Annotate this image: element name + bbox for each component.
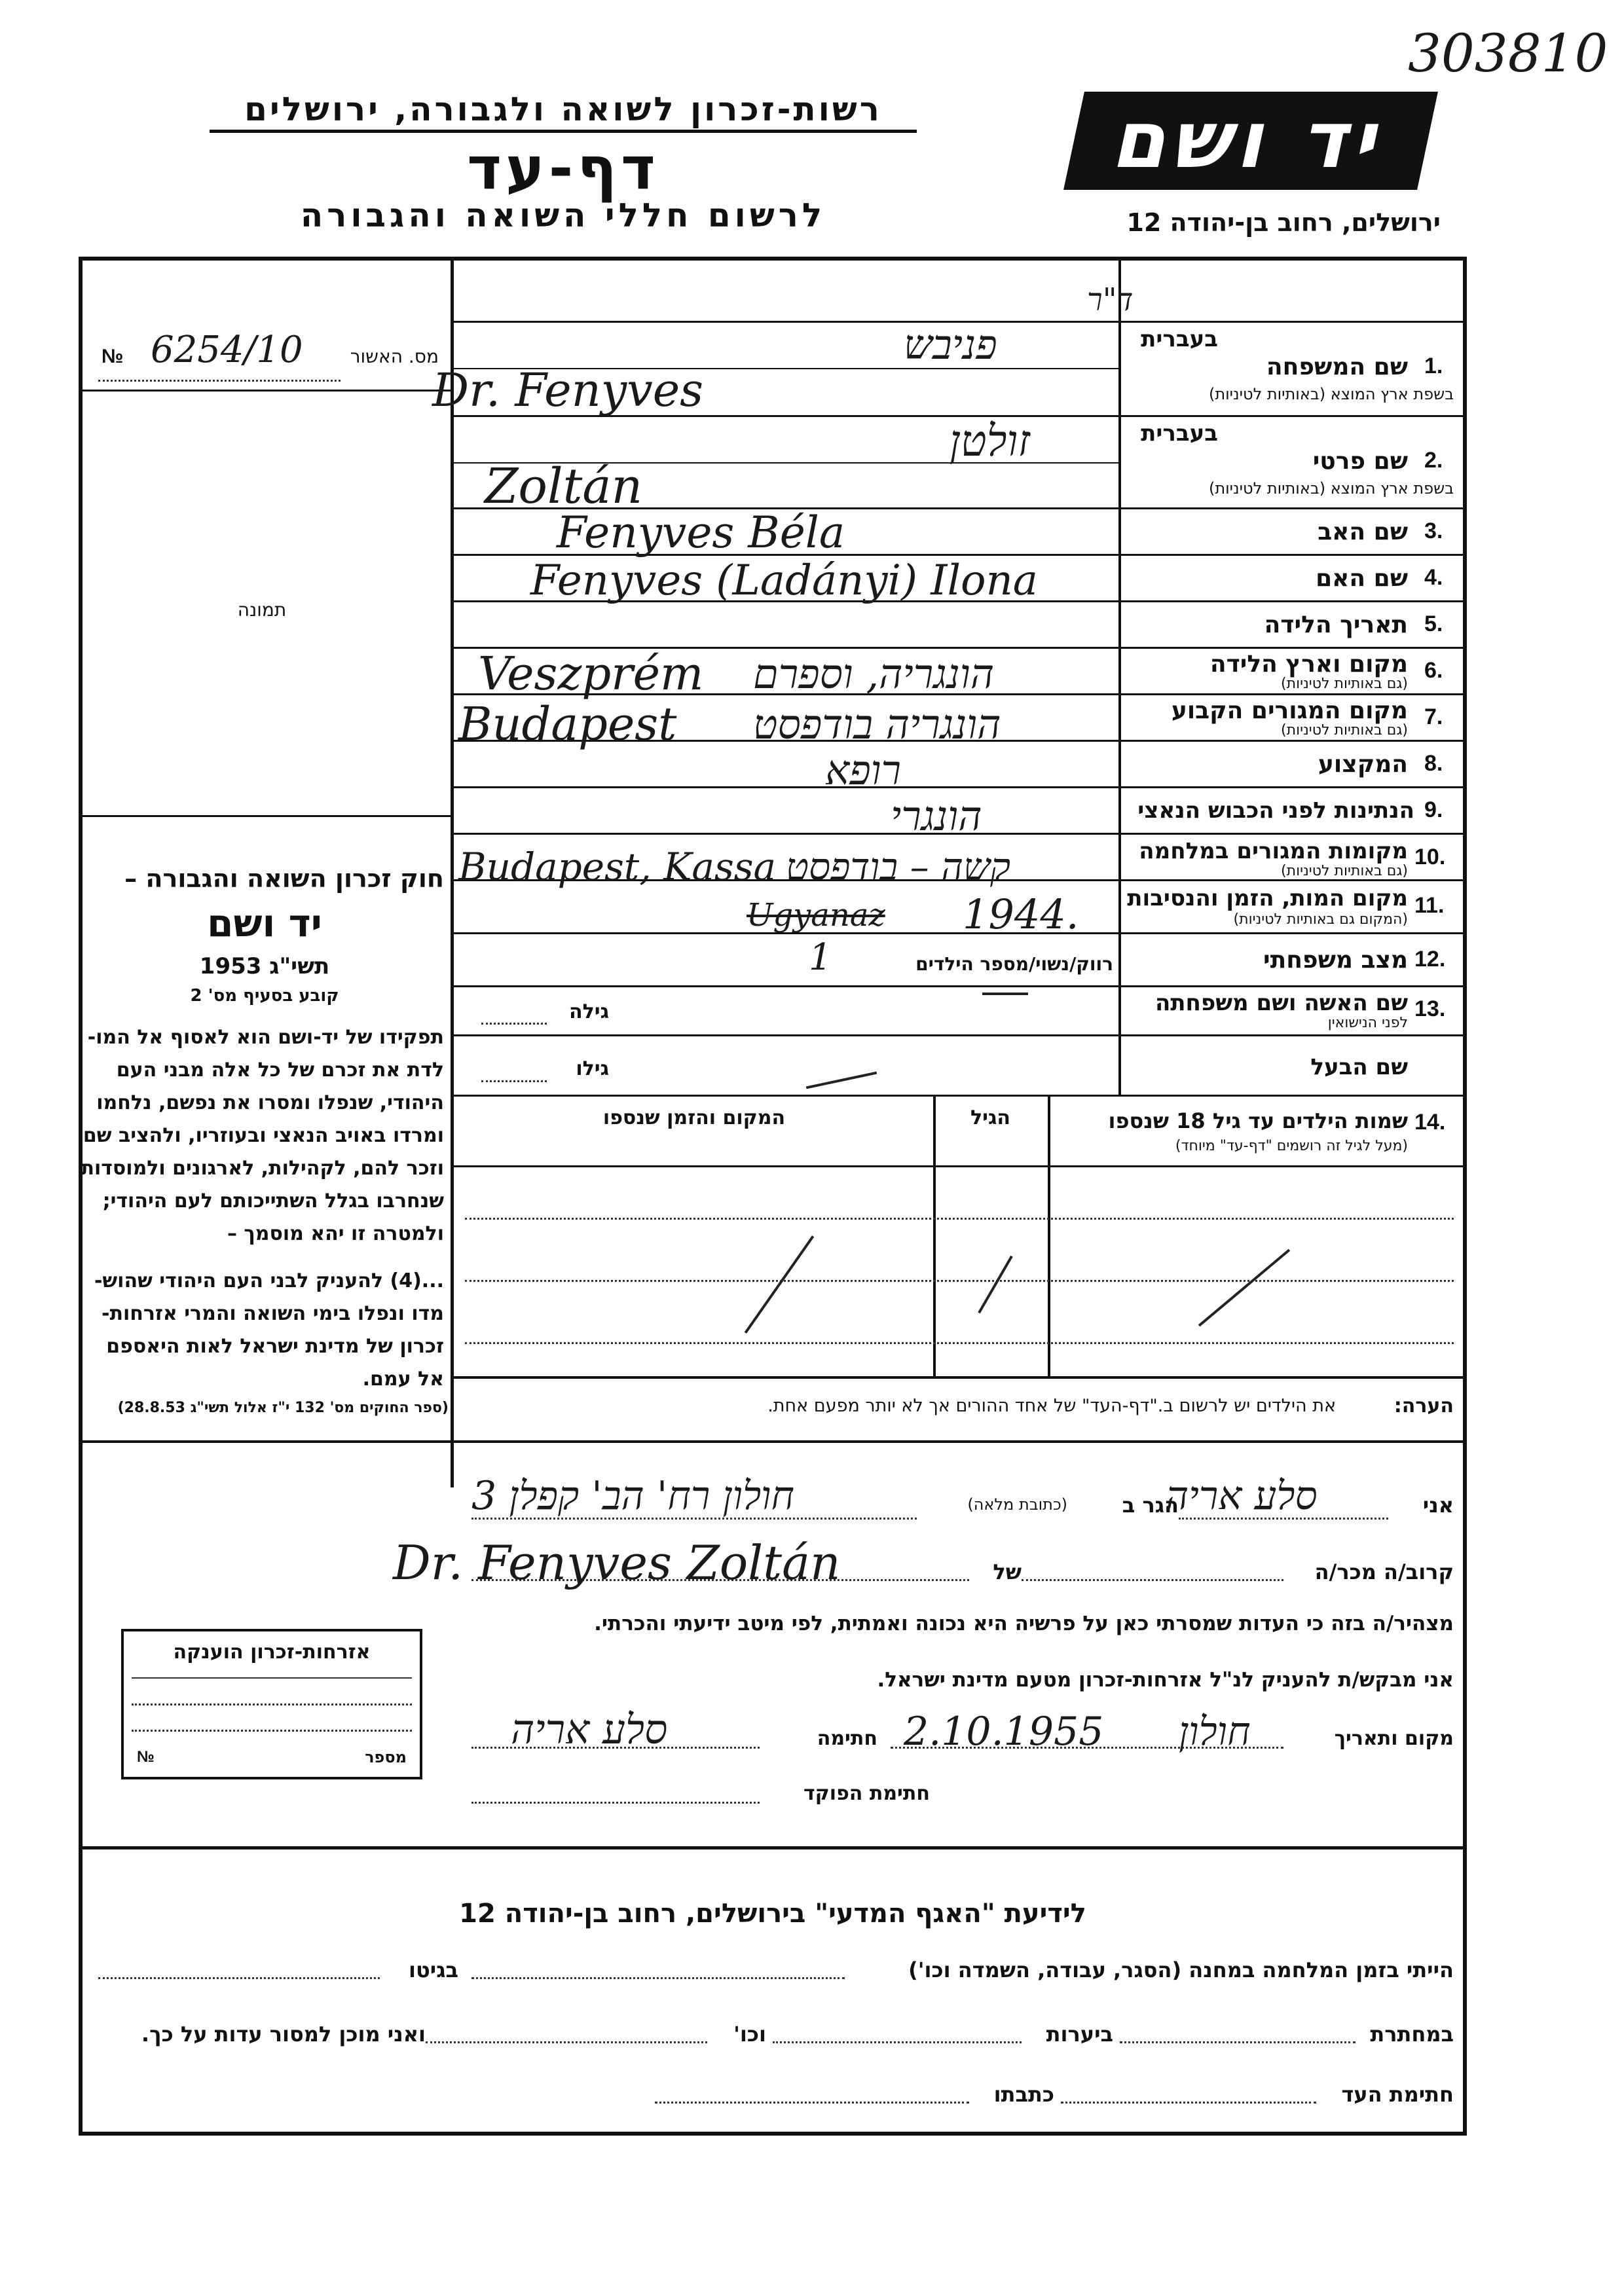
approval-number (98, 329, 439, 380)
decl-relative-line (1022, 1579, 1283, 1581)
info-hiding: במחתרת (1370, 2022, 1454, 2047)
field-given-name-label: שם פרטי (1312, 448, 1408, 475)
label-column-divider (1118, 257, 1121, 1095)
hw-surname-latin: Dr. Fenyves (432, 363, 704, 417)
law-line: מדו ונפלו בימי השואה והמרי אזרחות- (101, 1302, 444, 1325)
children-row-line (465, 1342, 1454, 1344)
field-number: 8. (1424, 751, 1443, 776)
remark-text: את הילדים יש לרשום ב."דף-העד" של אחד ההורים אך לא יותר מפעם אחת. (767, 1396, 1336, 1416)
field-surname-label: שם המשפחה (1266, 354, 1408, 380)
field-mother-label: שם האם (1316, 565, 1408, 592)
row-rule (451, 1034, 1467, 1036)
latin-note: בשפת ארץ המוצא (באותיות לטיניות) (1209, 479, 1454, 498)
citizenship-box-no-sign: № (137, 1748, 155, 1766)
left-column-divider (451, 257, 454, 1487)
logo-text: יד ושם (1106, 95, 1395, 186)
decl-signature: חתימה (817, 1727, 877, 1750)
address-header: ירושלים, רחוב בן-יהודה 12 (1126, 208, 1441, 237)
children-divider (1048, 1095, 1050, 1376)
hw-residence-latin: Budapest (458, 697, 677, 751)
law-source: (ספר החוקים מס' 132 י"ז אלול תשי"ג 28.8.53) (117, 1400, 449, 1416)
hw-marital-children: 1 (809, 936, 832, 979)
info-forests-line (773, 2041, 1022, 2043)
clerk-signature-line (471, 1802, 760, 1804)
law-paragraph-1 (81, 1021, 444, 1250)
hw-witness-name: סלע אריה (1166, 1473, 1318, 1519)
field-father-label: שם האב (1318, 519, 1408, 545)
yad-vashem-logo (1063, 92, 1438, 190)
field-number: 6. (1424, 658, 1443, 683)
field-birthdate-label: תאריך הלידה (1264, 611, 1408, 638)
photo-bottom-rule (79, 815, 452, 817)
decl-place-date: מקום ותאריך (1334, 1727, 1454, 1750)
hw-witness-address: חולון רח' הב' קפלן 3 (471, 1473, 794, 1519)
wife-age-label: גילה (569, 1000, 609, 1023)
info-etc-line (426, 2041, 707, 2043)
field-wife-note: לפני הנישואין (1327, 1015, 1408, 1031)
hw-residence-hebrew: הונגריה בודפסט (753, 701, 1001, 748)
children-place-header: המקום והזמן שנספו (602, 1106, 786, 1129)
approval-line (98, 380, 341, 382)
children-bottom-rule (451, 1376, 1467, 1379)
info-witness-signature: חתימת העד (1341, 2082, 1454, 2107)
hw-profession: רופא (825, 746, 902, 794)
field-number: 3. (1424, 519, 1443, 543)
decl-resides: הגר ב (1122, 1493, 1179, 1518)
info-top-rule (79, 1846, 1467, 1850)
field-wartime-residence-label: מקומות המגורים במלחמה (1139, 838, 1408, 864)
field-number: 9. (1424, 797, 1443, 822)
hw-relative-of: Dr. Fenyves Zoltán (393, 1535, 841, 1590)
field-number: 13. (1414, 996, 1446, 1021)
approval-rule (79, 390, 452, 392)
field-marital-sub: רווק/נשוי/מספר הילדים (915, 953, 1113, 975)
decl-full-address: (כתובת מלאה) (967, 1495, 1067, 1514)
field-profession-label: המקצוע (1318, 751, 1408, 778)
field-death-label: מקום המות, הזמן והנסיבות (1127, 885, 1408, 911)
hebrew-label: בעברית (1141, 420, 1218, 446)
children-header-rule (451, 1165, 1467, 1167)
photo-label: תמונה (237, 599, 287, 621)
law-year: תשי"ג 1953 (199, 953, 330, 979)
field-birthplace-label: מקום וארץ הלידה (1209, 651, 1408, 678)
children-divider (933, 1095, 936, 1376)
hw-citizenship: הונגרי (891, 792, 982, 840)
field-number: 11. (1414, 893, 1445, 918)
law-line: היהודי, שנפלו ומסרו את נפשם, נלחמו (96, 1091, 444, 1114)
hw-father: Fenyves Béla (557, 507, 845, 558)
info-ready: ואני מוכן למסור עדות על כך. (141, 2022, 426, 2047)
page-title: דף-עד (467, 134, 659, 203)
field-husband-label: שם הבעל (1310, 1054, 1408, 1080)
info-witness-signature-line (1061, 2102, 1316, 2104)
page-subtitle: לרשום חללי השואה והגבורה (300, 196, 826, 234)
law-line: ולמטרה זו יהא מוסמך – (227, 1222, 444, 1245)
law-title: חוק זכרון השואה והגבורה – (124, 864, 444, 893)
field-number: 10. (1414, 845, 1446, 869)
info-line1: הייתי בזמן המלחמה במחנה (הסגר, עבודה, השמדה וכו') (908, 1958, 1454, 1982)
hw-date: 2.10.1955 (904, 1709, 1104, 1755)
row-rule (451, 932, 1467, 934)
decl-of: של (993, 1559, 1022, 1584)
children-row-line (465, 1280, 1454, 1282)
header-divider (210, 130, 917, 133)
hw-witness-signature: סלע אריה (511, 1705, 668, 1753)
citizenship-box-number-label: מספר (365, 1748, 407, 1766)
field-number: 2. (1424, 448, 1443, 473)
latin-note: בשפת ארץ המוצא (באותיות לטיניות) (1209, 385, 1454, 403)
row-rule (451, 1095, 1467, 1097)
info-hiding-line (1120, 2041, 1356, 2043)
field-citizenship-label: הנתינות לפני הכבוש הנאצי (1137, 797, 1414, 824)
latin-note: (גם באותיות לטיניות) (1281, 863, 1408, 879)
info-address: כתבתו (993, 2082, 1054, 2107)
archive-number: 303810 (1408, 23, 1608, 84)
field-residence-label: מקום המגורים הקבוע (1171, 697, 1408, 724)
row-rule (451, 786, 1467, 788)
field-death-note: (המקום גם באותיות לטיניות) (1233, 911, 1408, 928)
hw-death-year: 1944. (963, 890, 1079, 938)
children-age-header: הגיל (970, 1106, 1010, 1129)
law-line: וזכר להם, לקהילות, לארגונים ולמוסדות (81, 1157, 444, 1180)
hw-surname-hebrew: פניבש (904, 321, 997, 369)
approval-no-sign: № (101, 346, 124, 367)
info-title: לידיעת "האגף המדעי" בירושלים, רחוב בן-יהודה 12 (459, 1899, 1086, 1929)
hw-title-initials: ד"ר (1087, 282, 1134, 318)
law-line: לדת את זכרם של כל אלה מבני העם (116, 1059, 444, 1082)
latin-note: (גם באותיות לטיניות) (1281, 676, 1408, 692)
citizenship-box (121, 1629, 422, 1779)
children-note: (מעל לגיל זה רושמים "דף-עד" מיוחד) (1175, 1138, 1408, 1154)
wife-age-line (481, 1023, 547, 1025)
law-line: ומרדו באויב הנאצי ובעוזריו, ולהציב שם (83, 1124, 444, 1147)
field-number: 14. (1414, 1110, 1446, 1135)
latin-note: (גם באותיות לטיניות) (1281, 722, 1408, 738)
law-line: תפקידו של יד-ושם הוא לאסוף אל המו- (87, 1026, 444, 1049)
field-number: 1. (1424, 354, 1443, 378)
law-box (81, 864, 444, 1396)
husband-age-label: גילו (576, 1057, 609, 1080)
field-number: 5. (1424, 611, 1443, 636)
law-line: ...(4) להעניק לבני העם היהודי שהוש- (94, 1269, 444, 1292)
authority-name: רשות-זכרון לשואה ולגבורה, ירושלים (244, 90, 882, 128)
field-number: 12. (1414, 947, 1446, 972)
field-wife-label: שם האשה ושם משפחתה (1154, 990, 1408, 1016)
hw-given-hebrew: זולטן (950, 416, 1030, 466)
hw-mother: Fenyves (Ladányi) Ilona (530, 556, 1038, 605)
hw-birthplace-latin: Veszprém (478, 647, 704, 701)
decl-request: אני מבקש/ת להעניק לנ"ל אזרחות-זכרון מטעם מדינת ישראל. (877, 1668, 1454, 1692)
law-name: יד ושם (207, 901, 322, 945)
citizenship-box-title: אזרחות-זכרון הוענקה (173, 1641, 371, 1664)
law-line: אל עמם. (362, 1368, 444, 1391)
row-rule (451, 985, 1467, 987)
hw-wartime-hebrew: קשה – בודפסט (786, 845, 1011, 889)
field-number: 7. (1424, 704, 1443, 729)
law-paragraph-2 (85, 1265, 444, 1396)
approval-value: 6254/10 (151, 329, 303, 371)
husband-age-line (481, 1080, 547, 1082)
remark-label: הערה: (1393, 1394, 1454, 1417)
children-row-line (465, 1218, 1454, 1220)
info-ghetto-line (98, 1977, 380, 1979)
hw-marital-dash (982, 993, 1028, 995)
remark-bottom-rule (79, 1440, 1467, 1443)
field-marital-label: מצב משפחתי (1263, 947, 1408, 974)
info-address-line (655, 2102, 969, 2104)
hw-death-struck: Ugyanaz (747, 897, 885, 934)
hw-place: חולון (1179, 1709, 1251, 1755)
decl-ani: אני (1422, 1493, 1454, 1518)
clerk-signature-label: חתימת הפוקד (803, 1782, 930, 1805)
law-line: זכרון של מדינת ישראל לאות היאספם (106, 1335, 444, 1358)
decl-statement: מצהיר/ה בזה כי העדות שמסרתי כאן על פרשיה היא נכונה ואמתית, לפי מיטב ידיעתי והכרתי. (594, 1612, 1454, 1635)
decl-relative: קרוב/ה מכר/ה (1314, 1559, 1454, 1584)
info-etc: וכו' (733, 2022, 766, 2047)
hw-birthplace-hebrew: הונגריה, וספרם (753, 650, 995, 698)
info-forests: ביערות (1046, 2022, 1113, 2047)
info-ghetto: בגיטו (409, 1958, 458, 1982)
hw-given-latin: Zoltán (485, 458, 643, 515)
field-number: 4. (1424, 565, 1443, 590)
hw-wartime-latin: Budapest, Kassa (458, 845, 777, 889)
approval-label: מס. האשור (350, 346, 439, 367)
hebrew-label: בעברית (1141, 326, 1218, 352)
info-camp-line (471, 1977, 845, 1979)
children-label: שמות הילדים עד גיל 18 שנספו (1108, 1108, 1408, 1133)
law-clause: קובע בסעיף מס' 2 (190, 986, 339, 1006)
law-line: שנחרבו בגלל השתייכותם לעם היהודי; (102, 1190, 444, 1212)
